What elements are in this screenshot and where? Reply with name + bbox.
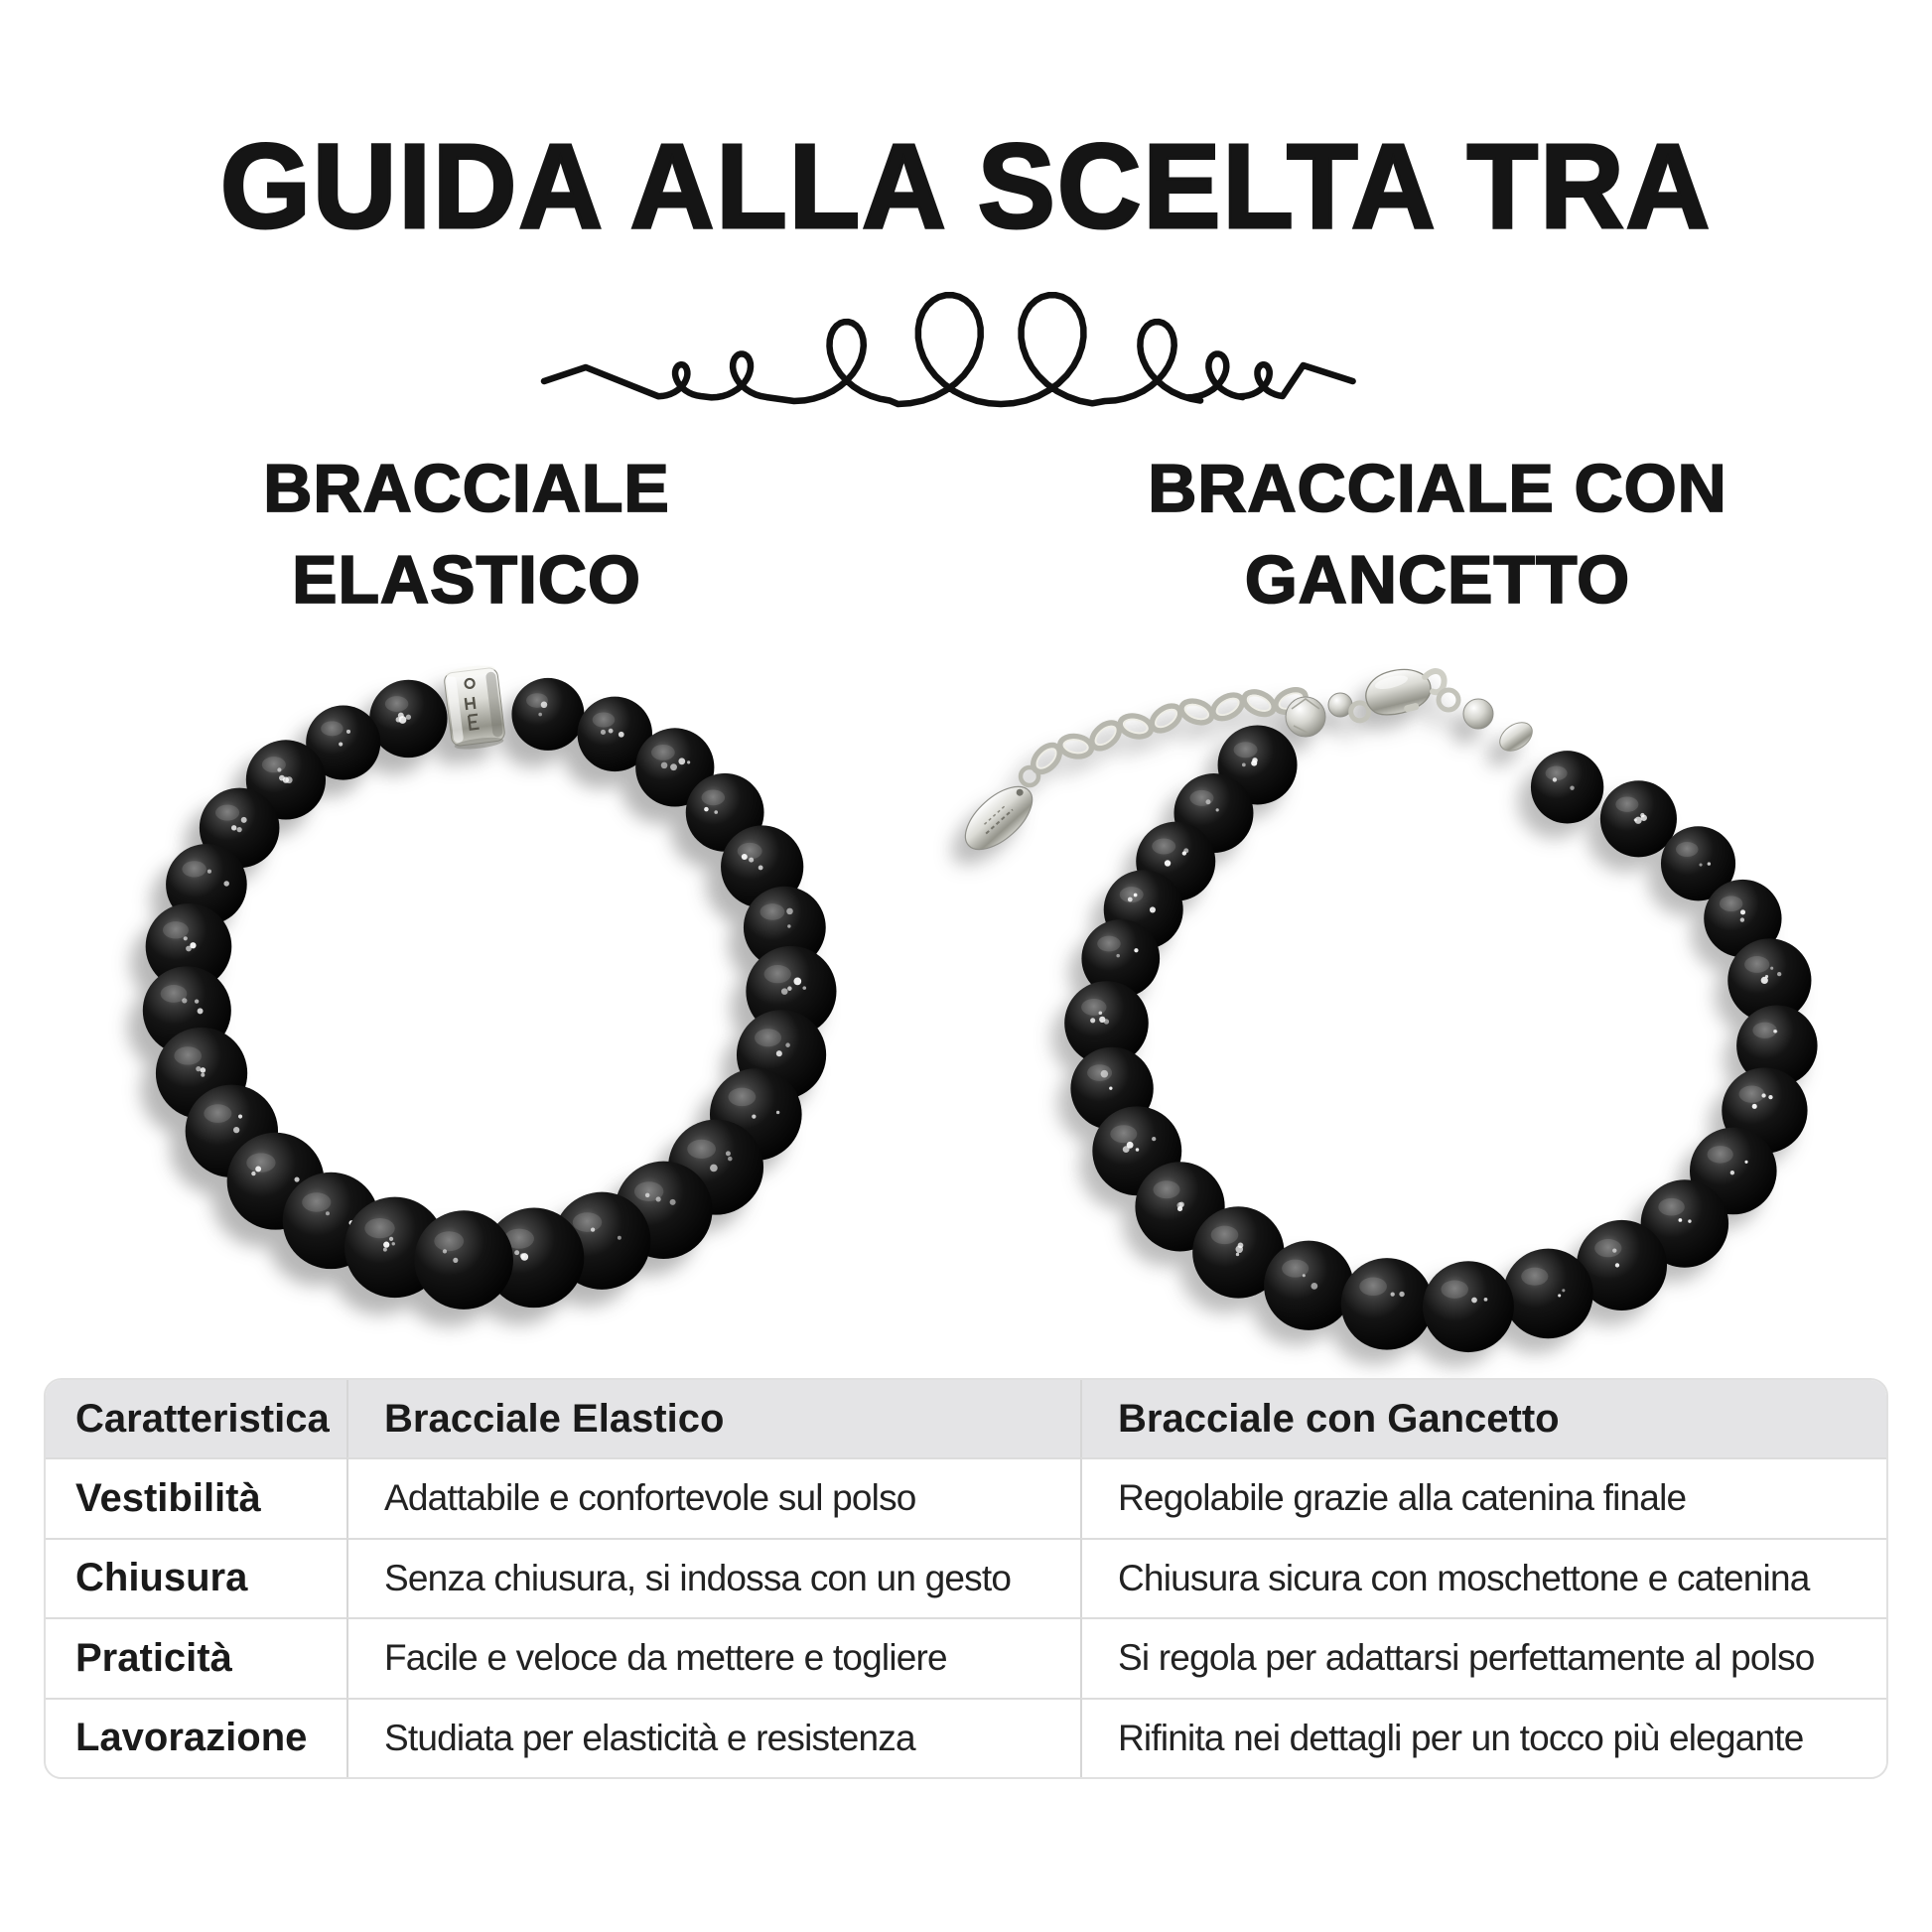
feature-cell: Chiusura	[46, 1538, 346, 1618]
clasp-hardware	[1286, 659, 1538, 757]
product-title-elastic-line1: BRACCIALE	[263, 451, 670, 526]
value-cell: Senza chiusura, si indossa con un gesto	[346, 1538, 1080, 1618]
elastic-bracelet-photo	[143, 663, 837, 1310]
product-title-clasp-line2: GANCETTO	[1244, 542, 1631, 618]
engraved-silver-bead	[443, 663, 506, 752]
page-title: GUIDA ALLA SCELTA TRA	[219, 119, 1713, 253]
value-cell: Adattabile e confortevole sul polso	[346, 1457, 1080, 1538]
calligraphic-flourish-icon	[544, 295, 1353, 404]
brand-tag	[954, 775, 1042, 861]
column-header-elastic: Bracciale Elastico	[346, 1380, 1080, 1457]
product-title-elastic-line2: ELASTICO	[292, 542, 641, 618]
value-cell: Rifinita nei dettagli per un tocco più elegante	[1080, 1698, 1886, 1778]
value-cell: Studiata per elasticità e resistenza	[346, 1698, 1080, 1778]
value-cell: Chiusura sicura con moschettone e catenina	[1080, 1538, 1886, 1618]
value-cell: Regolabile grazie alla catenina finale	[1080, 1457, 1886, 1538]
value-cell: Si regola per adattarsi perfettamente al polso	[1080, 1617, 1886, 1698]
value-cell: Facile e veloce da mettere e togliere	[346, 1617, 1080, 1698]
lobster-clasp-icon	[1343, 659, 1449, 726]
feature-cell: Vestibilità	[46, 1457, 346, 1538]
product-title-clasp-line1: BRACCIALE CON	[1148, 451, 1727, 526]
feature-cell: Lavorazione	[46, 1698, 346, 1778]
clasp-bracelet-photo	[954, 659, 1817, 1352]
comparison-table	[44, 1378, 1888, 1779]
column-header-clasp: Bracciale con Gancetto	[1080, 1380, 1886, 1457]
feature-cell: Praticità	[46, 1617, 346, 1698]
column-header-feature: Caratteristica	[46, 1380, 346, 1457]
product-title-elastic	[139, 443, 794, 625]
product-title-clasp	[1090, 443, 1785, 625]
